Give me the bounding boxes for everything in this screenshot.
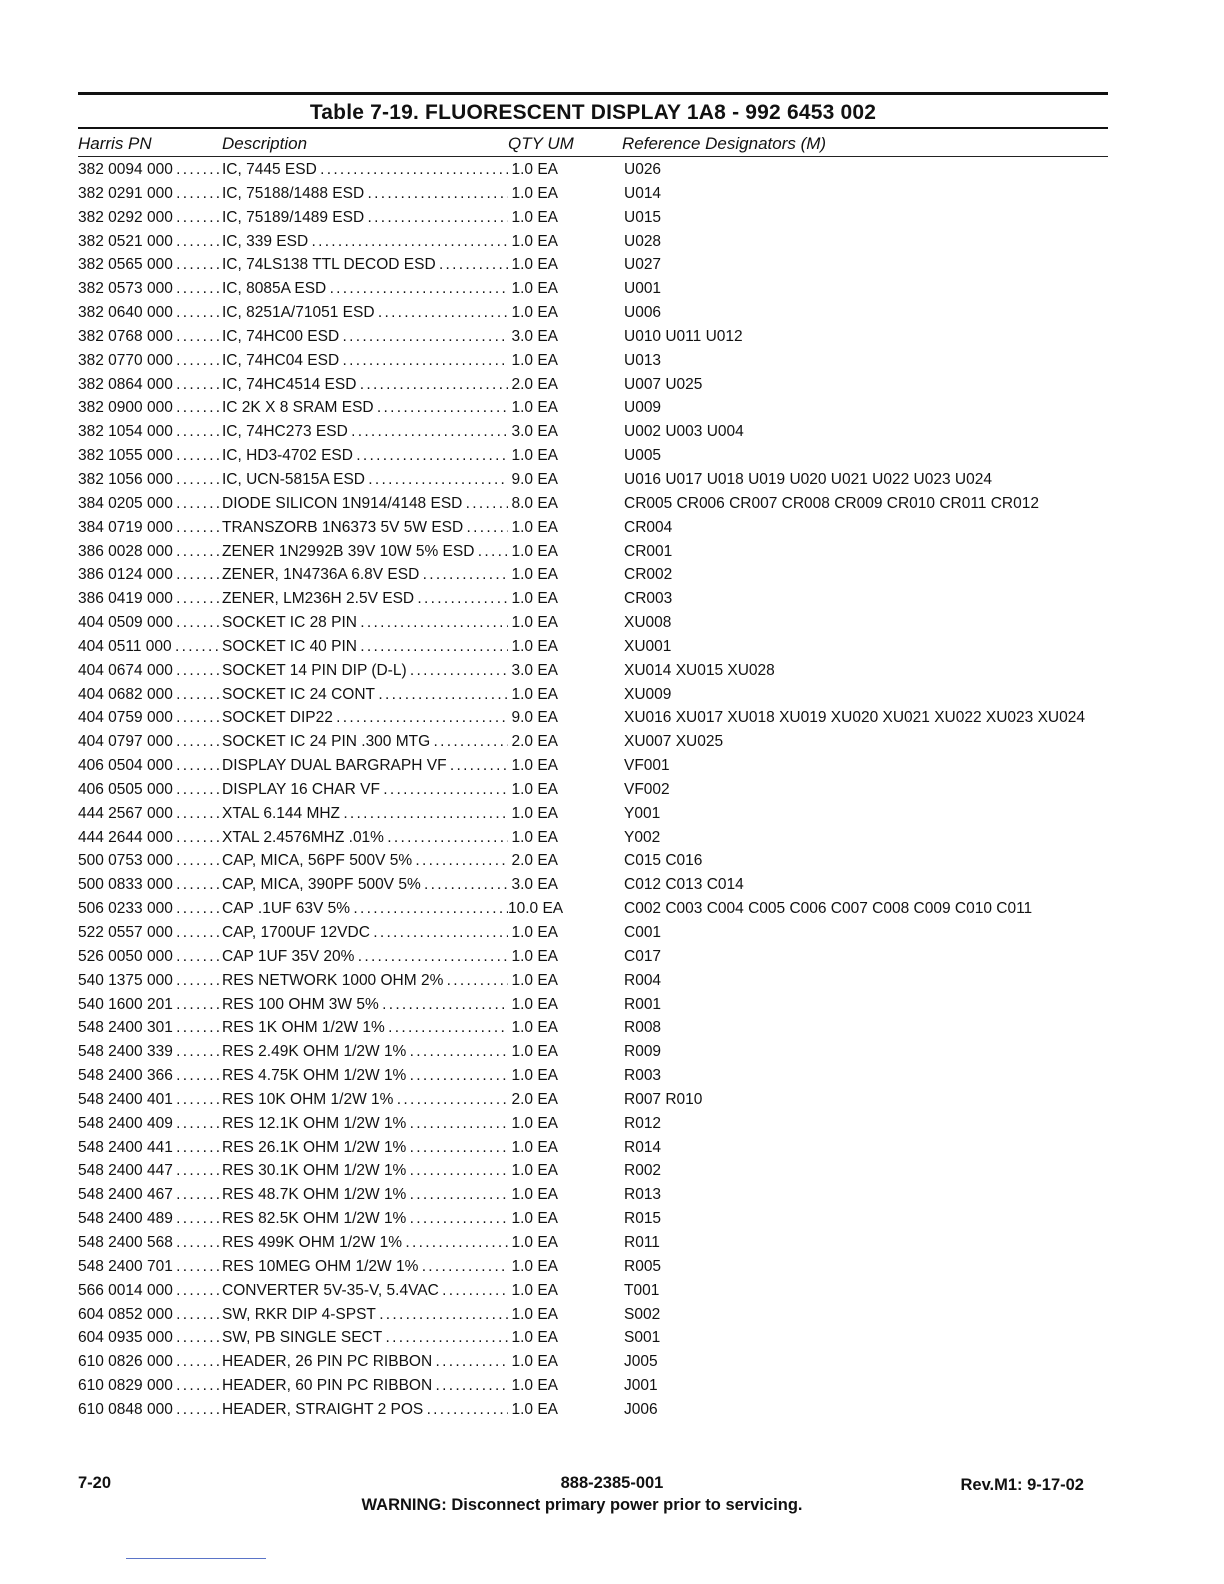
- reference-designators: U001: [624, 280, 662, 298]
- description: IC, 8251A/71051 ESD . . .: [222, 304, 508, 322]
- reference-designators: CR001: [624, 542, 673, 560]
- description: DISPLAY DUAL BARGRAPH VF . . .: [222, 757, 508, 775]
- quantity: 1.0 EA: [511, 995, 558, 1013]
- description: IC, HD3-4702 ESD . . .: [222, 447, 508, 465]
- header-rule: [78, 156, 1108, 157]
- reference-designators: VF002: [624, 780, 670, 798]
- description: SOCKET IC 24 CONT . . .: [222, 686, 508, 704]
- part-number: 566 0014 000 . . .: [78, 1282, 220, 1300]
- part-number: 548 2400 366 . . .: [78, 1067, 220, 1085]
- quantity: 1.0 EA: [511, 280, 558, 298]
- part-number: 404 0509 000 . . .: [78, 614, 220, 632]
- quantity: 1.0 EA: [511, 1257, 558, 1275]
- table-row: [78, 587, 1108, 611]
- table-row: [78, 1374, 1108, 1398]
- quantity: 1.0 EA: [511, 828, 558, 846]
- description: RES 82.5K OHM 1/2W 1% . . .: [222, 1210, 508, 1228]
- doc-number: 888-2385-001: [560, 1474, 664, 1492]
- reference-designators: U006: [624, 304, 662, 322]
- description: IC, UCN-5815A ESD . . .: [222, 471, 508, 489]
- part-number: 610 0848 000 . . .: [78, 1401, 220, 1419]
- reference-designators: U016 U017 U018 U019 U020 U021 U022 U023 U024: [624, 470, 992, 488]
- reference-designators: U002 U003 U004: [624, 423, 744, 441]
- description: IC, 75189/1489 ESD . . .: [222, 209, 508, 227]
- reference-designators: CR003: [624, 590, 673, 608]
- quantity: 1.0 EA: [511, 804, 558, 822]
- quantity: 3.0 EA: [511, 327, 558, 345]
- part-number: 404 0682 000 . . .: [78, 686, 220, 704]
- table-row: [78, 778, 1108, 802]
- part-number: 500 0833 000 . . .: [78, 876, 220, 894]
- reference-designators: Y001: [624, 804, 661, 822]
- part-number: 384 0205 000 . . .: [78, 495, 220, 513]
- reference-designators: U009: [624, 399, 662, 417]
- table-row: [78, 1398, 1108, 1422]
- part-number: 382 0900 000 . . .: [78, 399, 220, 417]
- description: RES 1K OHM 1/2W 1% . . .: [222, 1019, 508, 1037]
- description: RES 30.1K OHM 1/2W 1% . . .: [222, 1162, 508, 1180]
- part-number: 382 0565 000 . . .: [78, 256, 220, 274]
- quantity: 1.0 EA: [511, 208, 558, 226]
- reference-designators: S002: [624, 1305, 661, 1323]
- quantity: 9.0 EA: [511, 470, 558, 488]
- reference-designators: XU016 XU017 XU018 XU019 XU020 XU021 XU022 XU023 XU024: [624, 709, 1085, 727]
- table-row: [78, 253, 1108, 277]
- reference-designators: R009: [624, 1043, 662, 1061]
- table-row: [78, 659, 1108, 683]
- reference-designators: C012 C013 C014: [624, 876, 744, 894]
- warning: WARNING: Disconnect primary power prior to servicing.: [361, 1496, 803, 1514]
- table-row: [78, 683, 1108, 707]
- reference-designators: J006: [624, 1400, 658, 1418]
- part-number: 382 0291 000 . . .: [78, 185, 220, 203]
- description: RES 26.1K OHM 1/2W 1% . . .: [222, 1139, 508, 1157]
- table-row: [78, 993, 1108, 1017]
- part-number: 382 1054 000 . . .: [78, 423, 220, 441]
- description: XTAL 2.4576MHZ .01% . . .: [222, 829, 508, 847]
- description: CAP .1UF 63V 5% . . .: [222, 900, 508, 918]
- quantity: 1.0 EA: [511, 1400, 558, 1418]
- table-row: [78, 754, 1108, 778]
- table-row: [78, 420, 1108, 444]
- description: IC, 339 ESD . . .: [222, 233, 508, 251]
- table-row: [78, 540, 1108, 564]
- quantity: 1.0 EA: [511, 590, 558, 608]
- table-row: [78, 1136, 1108, 1160]
- quantity: 1.0 EA: [511, 780, 558, 798]
- quantity: 8.0 EA: [511, 494, 558, 512]
- part-number: 382 1055 000 . . .: [78, 447, 220, 465]
- quantity: 1.0 EA: [511, 1353, 558, 1371]
- description: DIODE SILICON 1N914/4148 ESD . . .: [222, 495, 508, 513]
- part-number: 548 2400 441 . . .: [78, 1139, 220, 1157]
- reference-designators: T001: [624, 1281, 660, 1299]
- part-number: 500 0753 000 . . .: [78, 852, 220, 870]
- description: CAP, MICA, 390PF 500V 5% . . .: [222, 876, 508, 894]
- table-row: [78, 349, 1108, 373]
- table-row: [78, 730, 1108, 754]
- description: SOCKET IC 28 PIN . . .: [222, 614, 508, 632]
- description: CAP, MICA, 56PF 500V 5% . . .: [222, 852, 508, 870]
- description: CAP 1UF 35V 20% . . .: [222, 948, 508, 966]
- quantity: 1.0 EA: [511, 1162, 558, 1180]
- table-row: [78, 1326, 1108, 1350]
- description: CAP, 1700UF 12VDC . . .: [222, 924, 508, 942]
- quantity: 1.0 EA: [511, 971, 558, 989]
- part-number: 382 0094 000 . . .: [78, 161, 220, 179]
- quantity: 1.0 EA: [511, 542, 558, 560]
- table-row: [78, 1231, 1108, 1255]
- part-number: 386 0124 000 . . .: [78, 566, 220, 584]
- reference-designators: R002: [624, 1162, 662, 1180]
- description: SOCKET 14 PIN DIP (D-L) . . .: [222, 662, 508, 680]
- part-number: 444 2644 000 . . .: [78, 829, 220, 847]
- description: IC, 8085A ESD . . .: [222, 280, 508, 298]
- table-row: [78, 182, 1108, 206]
- quantity: 1.0 EA: [511, 1019, 558, 1037]
- table-row: [78, 611, 1108, 635]
- table-row: [78, 849, 1108, 873]
- quantity: 1.0 EA: [511, 161, 558, 178]
- reference-designators: XU008: [624, 614, 672, 632]
- part-number: 548 2400 301 . . .: [78, 1019, 220, 1037]
- part-number: 404 0797 000 . . .: [78, 733, 220, 751]
- reference-designators: R012: [624, 1114, 662, 1132]
- table-row: [78, 1255, 1108, 1279]
- description: SW, RKR DIP 4-SPST . . .: [222, 1306, 508, 1324]
- table-row: [78, 230, 1108, 254]
- part-number: 610 0829 000 . . .: [78, 1377, 220, 1395]
- part-number: 526 0050 000 . . .: [78, 948, 220, 966]
- reference-designators: J001: [624, 1377, 658, 1395]
- table-row: [78, 492, 1108, 516]
- part-number: 610 0826 000 . . .: [78, 1353, 220, 1371]
- table-row: [78, 873, 1108, 897]
- table-row: [78, 396, 1108, 420]
- description: DISPLAY 16 CHAR VF . . .: [222, 781, 508, 799]
- reference-designators: R013: [624, 1186, 662, 1204]
- quantity: 1.0 EA: [511, 232, 558, 250]
- description: IC, 75188/1488 ESD . . .: [222, 185, 508, 203]
- parts-table: [78, 158, 1108, 1422]
- table-row: [78, 1088, 1108, 1112]
- quantity: 3.0 EA: [511, 876, 558, 894]
- link-underline: [126, 1558, 266, 1559]
- part-number: 386 0419 000 . . .: [78, 590, 220, 608]
- description: TRANSZORB 1N6373 5V 5W ESD . . .: [222, 519, 508, 537]
- quantity: 10.0 EA: [508, 900, 564, 918]
- reference-designators: U005: [624, 447, 662, 465]
- quantity: 1.0 EA: [511, 1138, 558, 1156]
- part-number: 548 2400 467 . . .: [78, 1186, 220, 1204]
- description: CONVERTER 5V-35-V, 5.4VAC . . .: [222, 1282, 508, 1300]
- part-number: 548 2400 489 . . .: [78, 1210, 220, 1228]
- description: XTAL 6.144 MHZ . . .: [222, 805, 508, 823]
- table-row: [78, 826, 1108, 850]
- description: RES 12.1K OHM 1/2W 1% . . .: [222, 1115, 508, 1133]
- part-number: 382 0573 000 . . .: [78, 280, 220, 298]
- reference-designators: XU014 XU015 XU028: [624, 661, 775, 679]
- quantity: 1.0 EA: [511, 1233, 558, 1251]
- quantity: 1.0 EA: [511, 1305, 558, 1323]
- top-rule: [78, 92, 1108, 95]
- quantity: 1.0 EA: [511, 304, 558, 322]
- table-row: [78, 1040, 1108, 1064]
- table-row: [78, 1279, 1108, 1303]
- quantity: 1.0 EA: [511, 1210, 558, 1228]
- description: IC, 74HC00 ESD . . .: [222, 328, 508, 346]
- table-row: [78, 1159, 1108, 1183]
- description: ZENER, 1N4736A 6.8V ESD . . .: [222, 566, 508, 584]
- reference-designators: R015: [624, 1210, 662, 1228]
- reference-designators: J005: [624, 1353, 658, 1371]
- table-row: [78, 1016, 1108, 1040]
- description: RES NETWORK 1000 OHM 2% . . .: [222, 972, 508, 990]
- table-row: [78, 516, 1108, 540]
- description: RES 100 OHM 3W 5% . . .: [222, 996, 508, 1014]
- quantity: 1.0 EA: [511, 1114, 558, 1132]
- quantity: 2.0 EA: [511, 375, 558, 393]
- quantity: 1.0 EA: [511, 1377, 558, 1395]
- reference-designators: CR005 CR006 CR007 CR008 CR009 CR010 CR011 CR012: [624, 494, 1039, 512]
- table-row: [78, 1303, 1108, 1327]
- table-row: [78, 921, 1108, 945]
- part-number: 604 0935 000 . . .: [78, 1329, 220, 1347]
- reference-designators: XU009: [624, 685, 672, 703]
- quantity: 9.0 EA: [511, 709, 558, 727]
- description: RES 4.75K OHM 1/2W 1% . . .: [222, 1067, 508, 1085]
- reference-designators: U026: [624, 161, 662, 178]
- quantity: 1.0 EA: [511, 1186, 558, 1204]
- quantity: 1.0 EA: [511, 351, 558, 369]
- part-number: 548 2400 568 . . .: [78, 1234, 220, 1252]
- quantity: 1.0 EA: [511, 1043, 558, 1061]
- quantity: 1.0 EA: [511, 757, 558, 775]
- quantity: 3.0 EA: [511, 661, 558, 679]
- reference-designators: CR002: [624, 566, 673, 584]
- part-number: 382 1056 000 . . .: [78, 471, 220, 489]
- table-row: [78, 158, 1108, 182]
- description: HEADER, 26 PIN PC RIBBON . . .: [222, 1353, 508, 1371]
- quantity: 1.0 EA: [511, 1329, 558, 1347]
- part-number: 404 0511 000 . . .: [78, 638, 220, 656]
- table-row: [78, 563, 1108, 587]
- part-number: 386 0028 000 . . .: [78, 543, 220, 561]
- reference-designators: R014: [624, 1138, 662, 1156]
- description: SW, PB SINGLE SECT . . .: [222, 1329, 508, 1347]
- table-row: [78, 468, 1108, 492]
- description: RES 10K OHM 1/2W 1% . . .: [222, 1091, 508, 1109]
- part-number: 548 2400 701 . . .: [78, 1258, 220, 1276]
- table-row: [78, 325, 1108, 349]
- description: IC, 74HC273 ESD . . .: [222, 423, 508, 441]
- reference-designators: U010 U011 U012: [624, 327, 743, 345]
- description: SOCKET IC 40 PIN . . .: [222, 638, 508, 656]
- description: IC, 74HC4514 ESD . . .: [222, 376, 508, 394]
- table-row: [78, 897, 1108, 921]
- part-number: 404 0759 000 . . .: [78, 709, 220, 727]
- part-number: 444 2567 000 . . .: [78, 805, 220, 823]
- reference-designators: CR004: [624, 518, 673, 536]
- reference-designators: Y002: [624, 828, 661, 846]
- table-row: [78, 206, 1108, 230]
- reference-designators: U027: [624, 256, 662, 274]
- part-number: 548 2400 447 . . .: [78, 1162, 220, 1180]
- description: IC 2K X 8 SRAM ESD . . .: [222, 399, 508, 417]
- quantity: 1.0 EA: [511, 637, 558, 655]
- table-row: [78, 444, 1108, 468]
- part-number: 382 0864 000 . . .: [78, 376, 220, 394]
- quantity: 1.0 EA: [511, 1281, 558, 1299]
- part-number: 382 0640 000 . . .: [78, 304, 220, 322]
- reference-designators: VF001: [624, 757, 670, 775]
- header-qty-um: QTY UM: [508, 134, 574, 153]
- part-number: 548 2400 409 . . .: [78, 1115, 220, 1133]
- table-row: [78, 635, 1108, 659]
- reference-designators: R007 R010: [624, 1090, 703, 1108]
- description: IC, 74LS138 TTL DECOD ESD . . .: [222, 256, 508, 274]
- part-number: 604 0852 000 . . .: [78, 1306, 220, 1324]
- header-harris-pn: Harris PN: [78, 134, 152, 153]
- quantity: 1.0 EA: [511, 1067, 558, 1085]
- quantity: 3.0 EA: [511, 423, 558, 441]
- quantity: 1.0 EA: [511, 614, 558, 632]
- table-title: Table 7-19. FLUORESCENT DISPLAY 1A8 - 992 6453 002: [309, 101, 877, 124]
- quantity: 2.0 EA: [511, 733, 558, 751]
- quantity: 1.0 EA: [511, 924, 558, 941]
- part-number: 382 0292 000 . . .: [78, 209, 220, 227]
- description: RES 499K OHM 1/2W 1% . . .: [222, 1234, 508, 1252]
- quantity: 1.0 EA: [511, 518, 558, 536]
- description: SOCKET IC 24 PIN .300 MTG . . .: [222, 733, 508, 751]
- reference-designators: XU001: [624, 637, 672, 655]
- reference-designators: U015: [624, 208, 662, 226]
- part-number: 540 1600 201 . . .: [78, 996, 220, 1014]
- description: IC, 74HC04 ESD . . .: [222, 352, 508, 370]
- quantity: 1.0 EA: [511, 256, 558, 274]
- table-row: [78, 945, 1108, 969]
- page-number: 7-20: [78, 1474, 112, 1492]
- revision: Rev.M1: 9-17-02: [960, 1476, 1084, 1494]
- table-row: [78, 1350, 1108, 1374]
- part-number: 382 0521 000 . . .: [78, 233, 220, 251]
- table-row: [78, 802, 1108, 826]
- reference-designators: R008: [624, 1019, 662, 1037]
- description: RES 2.49K OHM 1/2W 1% . . .: [222, 1043, 508, 1061]
- part-number: 406 0505 000 . . .: [78, 781, 220, 799]
- table-row: [78, 373, 1108, 397]
- part-number: 548 2400 401 . . .: [78, 1091, 220, 1109]
- table-row: [78, 1207, 1108, 1231]
- table-row: [78, 706, 1108, 730]
- table-row: [78, 277, 1108, 301]
- quantity: 1.0 EA: [511, 685, 558, 703]
- table-row: [78, 301, 1108, 325]
- reference-designators: C001: [624, 924, 662, 941]
- table-row: [78, 969, 1108, 993]
- reference-designators: U028: [624, 232, 662, 250]
- header-reference-designators: Reference Designators (M): [622, 134, 827, 153]
- reference-designators: C015 C016: [624, 852, 703, 870]
- description: RES 48.7K OHM 1/2W 1% . . .: [222, 1186, 508, 1204]
- reference-designators: U013: [624, 351, 662, 369]
- description: ZENER 1N2992B 39V 10W 5% ESD . . .: [222, 543, 508, 561]
- table-row: [78, 1064, 1108, 1088]
- reference-designators: S001: [624, 1329, 661, 1347]
- quantity: 1.0 EA: [511, 947, 558, 965]
- header-description: Description: [222, 134, 308, 153]
- description: IC, 7445 ESD . . .: [222, 161, 508, 179]
- reference-designators: R003: [624, 1067, 662, 1085]
- description: SOCKET DIP22 . . .: [222, 709, 508, 727]
- reference-designators: XU007 XU025: [624, 733, 724, 751]
- description: RES 10MEG OHM 1/2W 1% . . .: [222, 1258, 508, 1276]
- part-number: 540 1375 000 . . .: [78, 972, 220, 990]
- reference-designators: C017: [624, 947, 662, 965]
- description: ZENER, LM236H 2.5V ESD . . .: [222, 590, 508, 608]
- description: HEADER, 60 PIN PC RIBBON . . .: [222, 1377, 508, 1395]
- part-number: 506 0233 000 . . .: [78, 900, 220, 918]
- part-number: 548 2400 339 . . .: [78, 1043, 220, 1061]
- quantity: 1.0 EA: [511, 184, 558, 202]
- reference-designators: U007 U025: [624, 375, 703, 393]
- reference-designators: R005: [624, 1257, 662, 1275]
- reference-designators: C002 C003 C004 C005 C006 C007 C008 C009 C010 C011: [624, 900, 1033, 918]
- table-row: [78, 1112, 1108, 1136]
- part-number: 384 0719 000 . . .: [78, 519, 220, 537]
- quantity: 1.0 EA: [511, 399, 558, 417]
- part-number: 382 0770 000 . . .: [78, 352, 220, 370]
- part-number: 382 0768 000 . . .: [78, 328, 220, 346]
- reference-designators: U014: [624, 184, 662, 202]
- quantity: 2.0 EA: [511, 852, 558, 870]
- reference-designators: R004: [624, 971, 662, 989]
- reference-designators: R001: [624, 995, 662, 1013]
- part-number: 406 0504 000 . . .: [78, 757, 220, 775]
- title-rule: [78, 127, 1108, 129]
- part-number: 404 0674 000 . . .: [78, 662, 220, 680]
- quantity: 2.0 EA: [511, 1090, 558, 1108]
- quantity: 1.0 EA: [511, 447, 558, 465]
- reference-designators: R011: [624, 1233, 660, 1251]
- table-row: [78, 1183, 1108, 1207]
- part-number: 522 0557 000 . . .: [78, 924, 220, 942]
- description: HEADER, STRAIGHT 2 POS . . .: [222, 1401, 508, 1419]
- quantity: 1.0 EA: [511, 566, 558, 584]
